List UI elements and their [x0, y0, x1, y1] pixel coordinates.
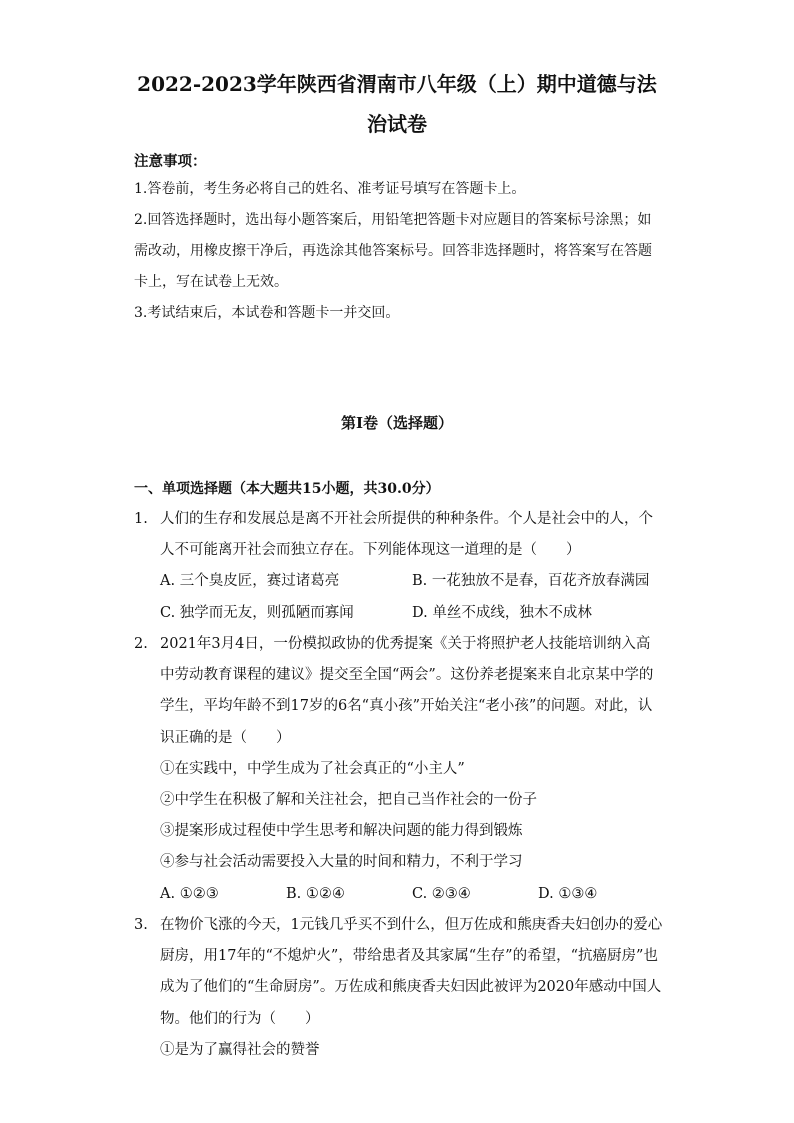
exam-title-line-1: 2022-2023学年陕西省渭南市八年级（上）期中道德与法	[137, 72, 657, 96]
option-c: C. 独学而无友，则孤陋而寡闻	[160, 604, 354, 621]
note-item-3: 3.考试结束后，本试卷和答题卡一并交回。	[134, 305, 400, 321]
option-a: A. 三个臭皮匠，赛过诸葛亮	[160, 573, 340, 590]
statement-3: ③提案形成过程使中学生思考和解决问题的能力得到锻炼	[160, 823, 523, 840]
question-2	[134, 629, 664, 910]
exam-title	[100, 64, 694, 144]
question-number: 1.	[134, 511, 148, 527]
question-stem: 在物价飞涨的今天，1元钱几乎买不到什么，但万佐成和熊庚香夫妇创办的爱心厨房，用17年的“不熄炉火”，带给患者及其家属“生存”的希望，“抗癌厨房”也成为了他们的“生命厨房”。万佐成和熊庚香夫妇因此被评为2020年感动中国人物。他们的行为（ ）	[160, 917, 663, 1027]
statement-2: ②中学生在积极了解和关注社会，把自己当作社会的一份子	[160, 792, 537, 809]
question-number: 3.	[134, 917, 148, 933]
exam-title-line-2: 治试卷	[367, 112, 427, 136]
note-item-1: 1.答卷前，考生务必将自己的姓名、准考证号填写在答题卡上。	[134, 181, 526, 197]
question-3	[134, 910, 664, 1066]
question-stem: 2021年3月4日，一份模拟政协的优秀提案《关于将照护老人技能培训纳入高中劳动教育课程的建议》提交至全国“两会”。这份养老提案来自北京某中学的学生，平均年龄不到17岁的6名“真小孩”开始关注“老小孩”的问题。对此，认识正确的是（ ）	[160, 636, 654, 746]
option-c: C. ②③④	[412, 885, 471, 902]
question-1	[134, 504, 664, 629]
section-title: 第Ⅰ卷（选择题）	[340, 414, 454, 432]
statement-1: ①在实践中，中学生成为了社会真正的“小主人”	[160, 760, 465, 777]
option-d: D. 单丝不成线，独木不成林	[412, 604, 592, 621]
statement-1: ①是为了赢得社会的赞誉	[160, 1041, 320, 1058]
option-b: B. 一花独放不是春，百花齐放春满园	[412, 573, 650, 590]
question-number: 2.	[134, 636, 148, 652]
question-stem: 人们的生存和发展总是离不开社会所提供的种种条件。个人是社会中的人，个人不可能离开社会而独立存在。下列能体现这一道理的是（ ）	[160, 511, 653, 559]
part-title: 一、单项选择题（本大题共15小题，共30.0分）	[134, 481, 440, 497]
statement-4: ④参与社会活动需要投入大量的时间和精力，不利于学习	[160, 854, 523, 871]
option-d: D. ①③④	[538, 885, 598, 902]
note-item-2: 2.回答选择题时，选出每小题答案后，用铅笔把答题卡对应题目的答案标号涂黑；如需改动，用橡皮擦干净后，再选涂其他答案标号。回答非选择题时，将答案写在答题卡上，写在试卷上无效。	[134, 212, 652, 290]
notes-heading: 注意事项：	[134, 153, 207, 170]
option-a: A. ①②③	[160, 885, 219, 902]
option-b: B. ①②④	[286, 885, 345, 902]
